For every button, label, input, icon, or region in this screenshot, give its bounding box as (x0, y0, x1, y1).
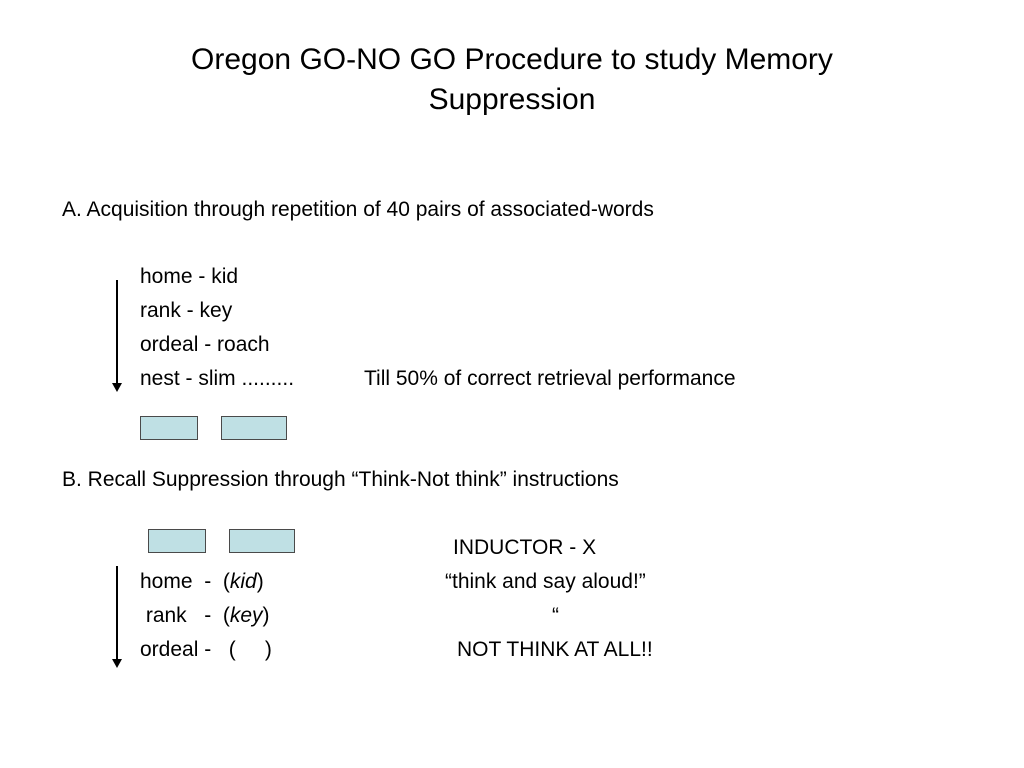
down-arrow-icon (110, 280, 124, 392)
section-a-heading: A. Acquisition through repetition of 40 pairs of associated-words (62, 198, 654, 221)
cue-box (148, 529, 206, 553)
target-box (229, 529, 295, 553)
slide-title (0, 40, 1024, 120)
section-b-heading: B. Recall Suppression through “Think-Not think” instructions (62, 468, 619, 491)
target-box (221, 416, 287, 440)
suppression-row-1: home - (kid) (140, 570, 264, 593)
suppression-row-3: ordeal - ( ) (140, 638, 272, 661)
instruction-not-think: NOT THINK AT ALL!! (457, 638, 653, 661)
inductor-label: INDUCTOR - X (453, 536, 597, 559)
down-arrow-icon (110, 566, 124, 668)
word-pair-4: nest - slim ......... (140, 367, 295, 390)
retrieval-criterion: Till 50% of correct retrieval performance (364, 367, 736, 390)
word-pair-3: ordeal - roach (140, 333, 270, 356)
instruction-think: “think and say aloud!” (445, 570, 646, 593)
slide-title-line-1: Oregon GO-NO GO Procedure to study Memory (191, 43, 833, 76)
word-pair-1: home - kid (140, 265, 239, 288)
instruction-ditto: “ (552, 604, 559, 627)
word-pair-2: rank - key (140, 299, 233, 322)
suppression-row-2: rank - (key) (140, 604, 270, 627)
slide-title-line-2: Suppression (428, 83, 596, 116)
cue-box (140, 416, 198, 440)
